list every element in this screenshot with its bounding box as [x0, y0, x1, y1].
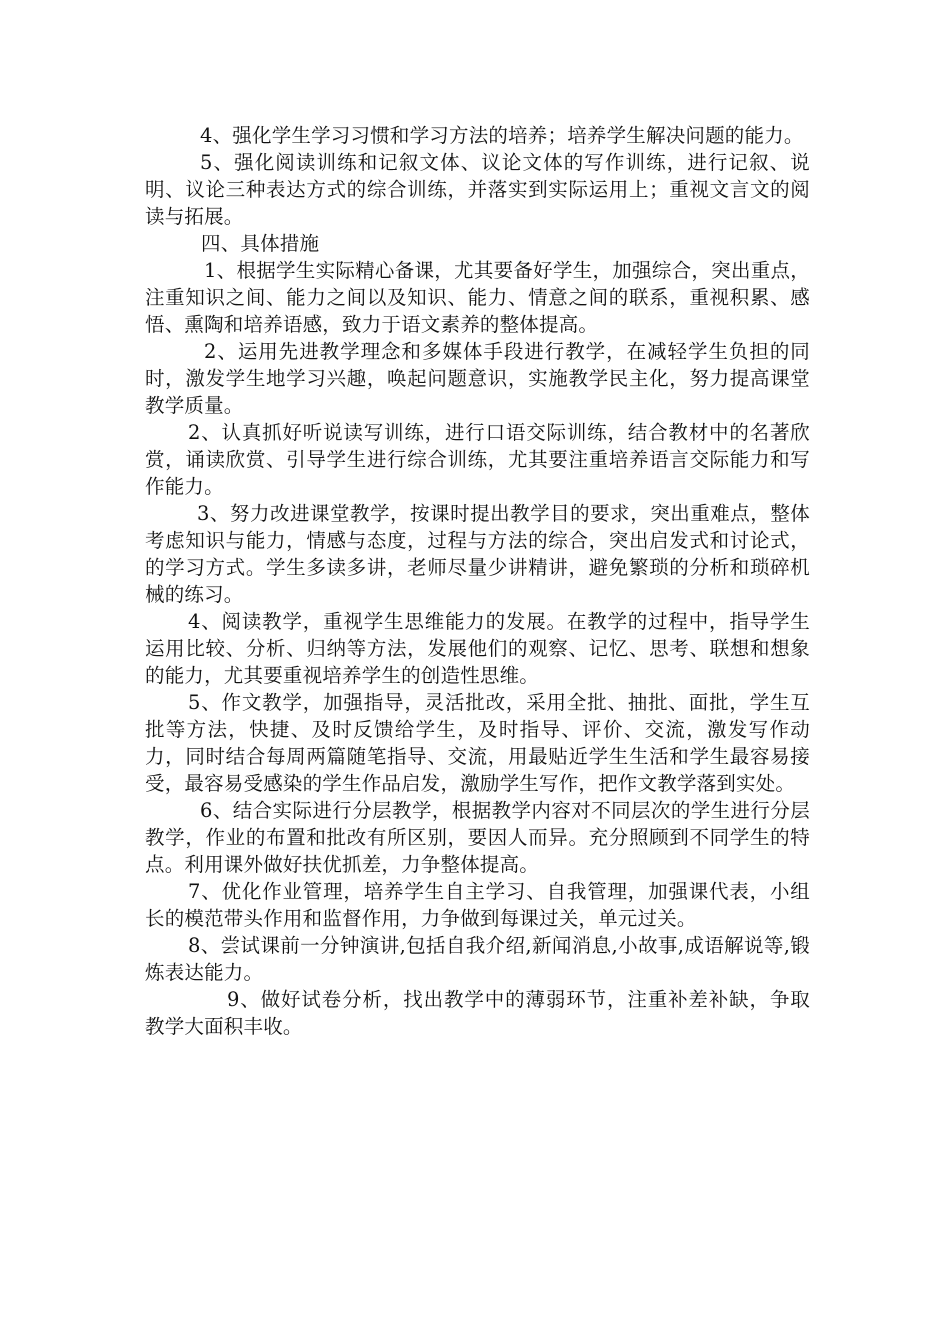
paragraph-measure-8: 8、尝试课前一分钟演讲,包括自我介绍,新闻消息,小故事,成语解说等,锻炼表达能力。 [145, 934, 810, 984]
paragraph-measure-3: 3、努力改进课堂教学，按课时提出教学目的要求，突出重难点，整体考虑知识与能力，情感与态度，过程与方法的综合，突出启发式和讨论式，的学习方式。学生多读多讲，老师尽量少讲精讲，避免繁琐的分析和琐碎机械的练习。 [145, 502, 810, 606]
paragraph-measure-7: 7、优化作业管理，培养学生自主学习、自我管理，加强课代表，小组长的模范带头作用和监督作用，力争做到每课过关，单元过关。 [145, 880, 810, 930]
paragraph-measure-4: 4、阅读教学，重视学生思维能力的发展。在教学的过程中，指导学生运用比较、分析、归纳等方法，发展他们的观察、记忆、思考、联想和想象的能力，尤其要重视培养学生的创造性思维。 [145, 610, 810, 687]
paragraph-measure-2b: 2、认真抓好听说读写训练，进行口语交际训练，结合教材中的名著欣赏，诵读欣赏、引导学生进行综合训练，尤其要注重培养语言交际能力和写作能力。 [145, 421, 810, 498]
paragraph-measure-5: 5、作文教学，加强指导，灵活批改，采用全批、抽批、面批，学生互批等方法，快捷、及时反馈给学生，及时指导、评价、交流，激发写作动力，同时结合每周两篇随笔指导、交流，用最贴近学生生活和学生最容易接受，最容易受感染的学生作品启发，激励学生写作，把作文教学落到实处。 [145, 691, 810, 795]
paragraph-measure-2a: 2、运用先进教学理念和多媒体手段进行教学，在减轻学生负担的同时，激发学生地学习兴趣，唤起问题意识，实施教学民主化，努力提高课堂教学质量。 [145, 340, 810, 417]
paragraph-goal-5: 5、强化阅读训练和记叙文体、议论文体的写作训练，进行记叙、说明、议论三种表达方式的综合训练，并落实到实际运用上；重视文言文的阅读与拓展。 [145, 151, 810, 228]
document-body [145, 122, 810, 1040]
paragraph-measure-9: 9、做好试卷分析，找出教学中的薄弱环节，注重补差补缺，争取教学大面积丰收。 [145, 988, 810, 1038]
paragraph-measure-6: 6、结合实际进行分层教学，根据教学内容对不同层次的学生进行分层教学，作业的布置和批改有所区别，要因人而异。充分照顾到不同学生的特点。利用课外做好扶优抓差，力争整体提高。 [145, 799, 810, 876]
paragraph-measure-1: 1、根据学生实际精心备课，尤其要备好学生，加强综合，突出重点，注重知识之间、能力之间以及知识、能力、情意之间的联系，重视积累、感悟、熏陶和培养语感，致力于语文素养的整体提高。 [145, 259, 810, 336]
section-heading-measures: 四、具体措施 [201, 232, 320, 255]
paragraph-goal-4: 4、强化学生学习习惯和学习方法的培养；培养学生解决问题的能力。 [200, 124, 804, 147]
